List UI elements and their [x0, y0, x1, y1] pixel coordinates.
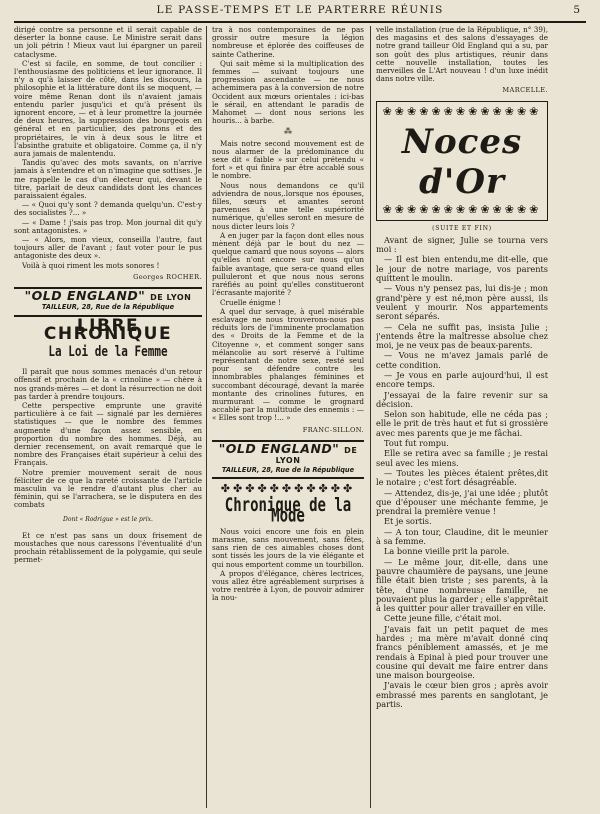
- paragraph: Cruelle énigme !: [220, 297, 281, 307]
- paragraph: Il paraît que nous sommes menacés d'un retour offensif et prochain de la « crinoline » — chère à nos grands-mères — et dont la résurrection ne doit pas tarder à prendre toujours.: [14, 367, 202, 401]
- article-signature: MARCELLE.: [502, 86, 548, 95]
- paragraph: C'est si facile, en somme, de tout concilier : l'enthousiasme des politiciens et leur ignorance. Il n'y a qu'à laisser de côté, dans les discours, la philosophie et la littérature dont ils se moquent, — voire même Renan dont ils n'avaient jamais entendu parler jusqu'ici et qu'à présent ils ignorent encore, — et à leur promettre la journée de deux heures, la suppression des bourgeois en général et en particulier, des patrons et des propriétaires, le vin à deux sous le litre et l'absinthe gratuite et obligatoire. Comme ça, il n'y aura jamais de malentendu.: [14, 58, 202, 159]
- ad-brand: "OLD ENGLAND" DE LYON: [24, 288, 192, 304]
- paragraph: — Il est bien entendu,me dit-elle, que le jour de notre mariage, vos parents quittent le moulin.: [376, 254, 548, 284]
- paragraph: Cette jeune fille, c'était moi.: [384, 613, 502, 624]
- header-rule: [14, 21, 586, 23]
- article-title: La Loi de la Femme: [48, 342, 168, 360]
- paragraph: A en juger par la façon dont elles nous mènent déjà par le bout du nez — quelque camard que nous soyons — alors qu'elles n'ont encore sur nous qu'un faible avantage, que sera-ce quand elles pulluleront et que nous nous serons raréfiés au point qu'elles constitueront l'écrasante majorité ?: [212, 230, 364, 298]
- old-england-ad: [212, 440, 364, 480]
- article-signature: FRANC-SILLON.: [302, 425, 364, 434]
- paragraph: Tandis qu'avec des mots savants, on n'arrive jamais à s'entendre et on n'imagine que sottises. Je me rappelle le cas d'un électeur qui, devant le titre, parlait de deux candidats dont les chances paraissaient égales.: [14, 158, 202, 201]
- paragraph: Notre premier mouvement serait de nous féliciter de ce que la rareté croissante de l'article masculin va le rendre d'autant plus cher au féminin, qui se l'arrachera, se le disputera en des combats: [14, 467, 202, 510]
- paragraph: — « Dame ! j'sais pas trop. Mon journal dit qu'y sont antagonistes. »: [14, 217, 202, 235]
- paragraph: — Attendez, dis-je, j'ai une idée ; plutôt que d'épouser une méchante femme, je prendrai la première venue !: [376, 487, 548, 517]
- old-england-ad: [14, 287, 202, 316]
- paragraph: Avant de signer, Julie se tourna vers moi :: [376, 234, 548, 255]
- paragraph: J'avais le cœur bien gros ; après avoir embrassé mes parents en sanglotant, je partis.: [376, 680, 548, 710]
- article-signature: Georges ROCHER.: [133, 272, 202, 281]
- story-subtitle: (SUITE ET FIN): [432, 224, 492, 232]
- paragraph: — A ton tour, Claudine, dit le meunier à sa femme.: [376, 526, 548, 547]
- page-number: 5: [573, 4, 580, 16]
- paragraph: Nous nous demandons ce qu'il adviendra de nous,.lorsque nos épouses, filles, sœurs et amantes seront parvenues à une telle supériorité numérique, qu'elles seront en mesure de nous dicter leurs lois ?: [212, 180, 364, 231]
- paragraph: Et ce n'est pas sans un doux frisement de moustaches que nous caressons l'éventualité d'un prochain rétablissement de la polygamie, qui seule permet-: [14, 530, 202, 565]
- paragraph: — Le même jour, dit-elle, dans une pauvre chaumière de paysans, une jeune fille était bien triste ; ses parents, à la tête, d'une nombreuse famille, ne pouvaient plus la garder ; elle s'apprêtait à les quitter pour aller travailler en ville.: [376, 556, 548, 614]
- column-3: [376, 26, 548, 810]
- paragraph: tra à nos contemporaines de ne pas grossir outre mesure la légion nombreuse et éplorée des coiffeuses de sainte Catherine.: [212, 26, 364, 59]
- paragraph: Tout fut rompu.: [384, 438, 449, 449]
- paragraph: A quel dur servage, à quel misérable esclavage ne nous trouverons-nous pas réduits lors de l'imminente proclamation des « Droits de la Femme et de la Citoyenne », et comment songer sans mélancolie au sort réservé à l'ultime représentant de notre sexe, resté seul pour se défendre contre les innombrables phalanges féminines et succombant découragé, devant la marée montante des crinolines futures, en murmurant — comme le grognard accablé par la multitude des ennemis : — « Elles sont trop !... »: [212, 306, 364, 423]
- ad-address: TAILLEUR, 28, Rue de la République: [221, 466, 355, 475]
- fleuron-ornament: ❀❀❀❀❀❀❀❀❀❀❀❀❀: [382, 105, 542, 118]
- page-header: [14, 4, 586, 20]
- paragraph: — Toutes les pièces étaient prêtes,dit le notaire ; c'est fort désagréable.: [376, 467, 548, 488]
- paragraph: A propos d'élégance, chères lectrices, vous allez être agréablement surprises à votre rentrée à Lyon, de pouvoir admirer la nou-: [212, 568, 364, 603]
- paragraph: velle installation (rue de la République, n° 39), des magasins et des salons d'essayages de notre grand tailleur Old England qui a su, par son goût des plus artistiques, réunir dans cette nouvelle installation, toutes les merveilles de L'Art nouveau ! d'un luxe inédit dans notre ville.: [376, 26, 548, 84]
- paragraph: — Cela ne suffit pas, insista Julie ; j'entends être la maîtresse absolue chez moi, je ne veux pas de beaux-parents.: [376, 321, 548, 351]
- column-2: [212, 26, 364, 810]
- article-title: Chronique de la Mode: [224, 495, 352, 528]
- column-1: [14, 26, 202, 810]
- paragraph: Et je sortis.: [384, 516, 432, 527]
- paragraph: J'essayai de la faire revenir sur sa décision.: [376, 389, 548, 409]
- header-title: LE PASSE-TEMPS ET LE PARTERRE RÉUNIS: [156, 4, 444, 16]
- paragraph: — « Quoi qu'y sont ? demanda quelqu'un. C'est-y des socialistes ?... »: [14, 200, 202, 218]
- fleuron-ornament: ✤✤✤✤✤✤✤✤✤✤✤: [220, 483, 356, 496]
- column-divider: [370, 26, 371, 808]
- paragraph: Mais notre second mouvement est de nous alarmer de la prédominance du sexe dit « faible » sur celui prétendu « fort » et qui finira par être accablé sous le nombre.: [212, 138, 364, 181]
- story-body: [376, 236, 548, 710]
- paragraph: Elle se retira avec sa famille ; je restai seul avec les miens.: [376, 448, 548, 468]
- ad-brand: "OLD ENGLAND" DE LYON: [218, 440, 358, 465]
- title-box: [376, 101, 548, 221]
- paragraph: — Je vous en parle aujourd'hui, il est encore temps.: [376, 369, 548, 390]
- story-title: Noces d'Or: [401, 121, 523, 202]
- paragraph: La bonne vieille prit la parole.: [384, 546, 510, 557]
- paragraph: Nous voici encore une fois en plein marasme, sans mouvement, sans fêtes, sans rien de ces aimables choses dont sont tissés les jours de la vie élégante et qui nous emportent comme un tourbillon.: [212, 526, 364, 569]
- paragraph: dirigé contre sa personne et il serait capable de déserter la bonne cause. Le Ministre serait dans un joli pétrin ! Mieux vaut lui épargner un pareil cataclysme.: [14, 26, 202, 59]
- paragraph: Qui sait même si la multiplication des femmes — suivant toujours une progression ascendante — ne nous achemimera pas à la conversion de notre Occident aux mœurs orientales : ici-bas le sérail, en attendant le paradis de Mahomet — dont nous serions les houris... à barbe.: [212, 58, 364, 126]
- fleuron-ornament: ❀❀❀❀❀❀❀❀❀❀❀❀❀: [382, 203, 542, 216]
- column-divider: [206, 26, 207, 808]
- paragraph: Selon son habitude, elle ne céda pas ; elle le prit de très haut et fut si grossière avec mes parents que je me fâchai.: [376, 409, 548, 438]
- paragraph: Voilà à quoi riment les mots sonores !: [22, 260, 160, 270]
- asterism-separator: ⁂: [284, 127, 292, 137]
- image-caption: Dont « Rodrigue » est le prix.: [63, 515, 153, 523]
- paragraph: — Vous ne m'avez jamais parlé de cette condition.: [376, 350, 548, 370]
- paragraph: — « Alors, mon vieux, conseilla l'autre, faut toujours aller de l'avant ; faut voter pour le pus antagoniste des deux ».: [14, 235, 202, 261]
- section-title: LIBRE CHRONIQUE: [43, 315, 173, 344]
- paragraph: — Vous n'y pensez pas, lui dis-je ; mon grand'père y est né,mon père aussi, ils veulent y mourir. Nos appartements seront séparés.: [376, 283, 548, 322]
- paragraph: J'avais fait un petit paquet de mes hardes ; ma mère m'avait donné cinq francs péniblement amassés, et je me rendais à Epinal à pied pour trouver une cousine qui devait me faire entrer dans une maison bourgeoise.: [376, 623, 548, 681]
- ad-address: TAILLEUR, 28, Rue de la République: [41, 303, 175, 312]
- paragraph: Cette perspective emprunte une gravité particulière à ce fait — signalé par les dernières statistiques — que le nombre des femmes augmente d'une façon assez sensible, en proportion du nombre des hommes. Déjà, au dernier recensement, on avait remarqué que le nombre des Françaises était supérieur à celui des Français.: [14, 400, 202, 468]
